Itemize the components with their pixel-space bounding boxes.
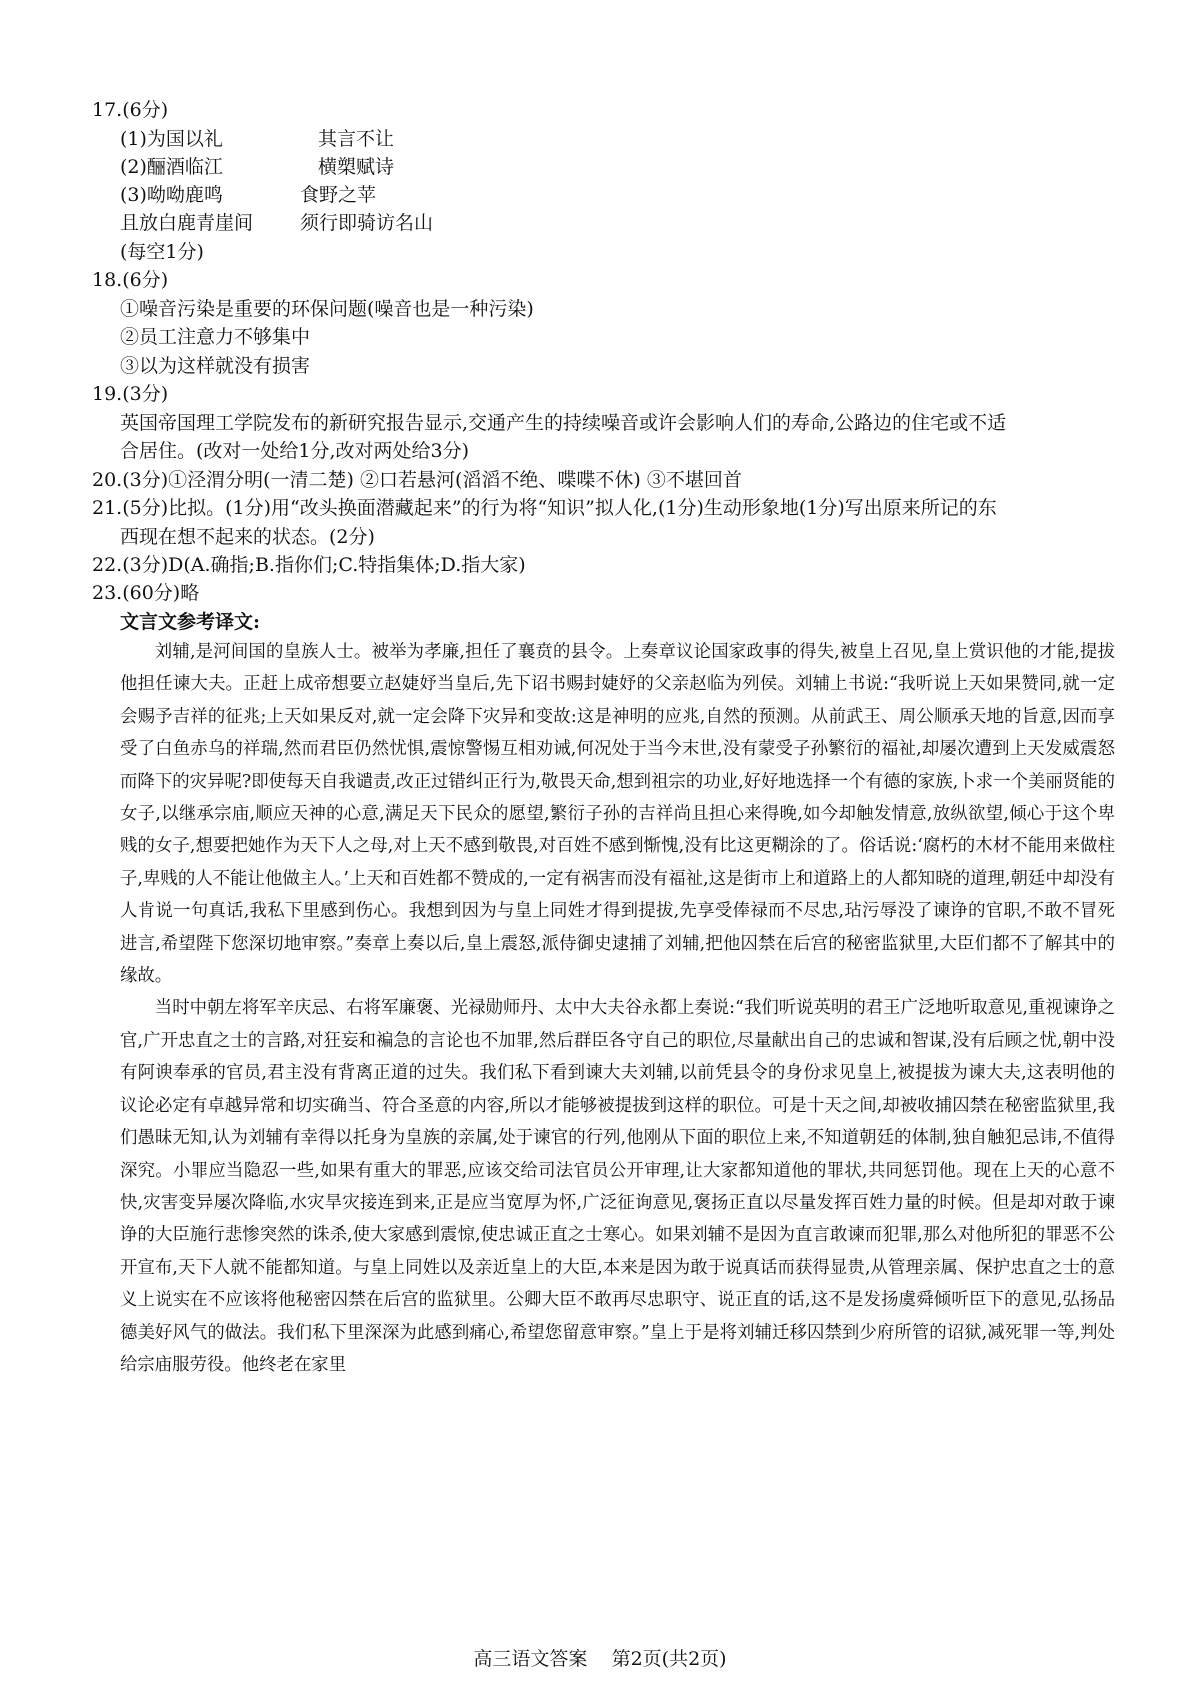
q19-answer-line: 英国帝国理工学院发布的新研究报告显示,交通产生的持续噪音或许会影响人们的寿命,公路边的住宅或不适 <box>120 412 1007 434</box>
q17-answer-a: (3)呦呦鹿鸣 <box>120 184 223 206</box>
q17-heading: 17.(6分) <box>92 99 169 121</box>
q19-answer-line: 合居住。(改对一处给1分,改对两处给3分) <box>120 440 470 462</box>
q23-answer: 23.(60分)略 <box>92 582 200 604</box>
q17-answer-row <box>120 127 395 151</box>
q17-answer-b: 横槊赋诗 <box>318 156 395 178</box>
q18-answer-item: ②员工注意力不够集中 <box>120 326 311 348</box>
q21-answer-line: 21.(5分)比拟。(1分)用“改头换面潜藏起来”的行为将“知识”拟人化,(1分)生动形象地(1分)写出原来所记的东 <box>92 497 997 519</box>
q17-answer-b: 食野之苹 <box>300 184 377 206</box>
page-footer: 高三语文答案 第2页(共2页) <box>473 1648 727 1670</box>
q17-answer-row <box>120 155 395 179</box>
q18-answer-item: ③以为这样就没有损害 <box>120 355 311 377</box>
q18-answer-item: ①噪音污染是重要的环保问题(噪音也是一种污染) <box>120 298 534 320</box>
translation-body <box>120 636 1115 1381</box>
q19-heading: 19.(3分) <box>92 383 169 405</box>
q17-answer-b: 须行即骑访名山 <box>300 212 434 234</box>
translation-paragraph-2: 当时中朝左将军辛庆忌、右将军廉褒、光禄勋师丹、太中大夫谷永都上奏说:“我们听说英明的君王广泛地听取意见,重视谏诤之官,广开忠直之士的言路,对狂妄和褊急的言论也不加罪,然后群臣各守自己的职位,尽量献出自己的忠诚和智谋,没有后顾之忧,朝中没有阿谀奉承的官员,君主没有背离正道的过失。我们私下看到谏大夫刘辅,以前凭县令的身份求见皇上,被提拔为谏大夫,这表明他的议论必定有卓越异常和切实确当、符合圣意的内容,所以才能够被提拔到这样的职位。可是十天之间,却被收捕囚禁在秘密监狱里,我们愚昧无知,认为刘辅有幸得以托身为皇族的亲属,处于谏官的行列,他刚从下面的职位上来,不知道朝廷的体制,独自触犯忌讳,不值得深究。小罪应当隐忍一些,如果有重大的罪恶,应该交给司法官员公开审理,让大家都知道他的罪状,共同惩罚他。现在上天的心意不快,灾害变异屡次降临,水灾旱灾接连到来,正是应当宽厚为怀,广泛征询意见,褒扬正直以尽量发挥百姓力量的时候。但是却对敢于谏诤的大臣施行悲惨突然的诛杀,使大家感到震惊,使忠诚正直之士寒心。如果刘辅不是因为直言敢谏而犯罪,那么对他所犯的罪恶不公开宣布,天下人就不能都知道。与皇上同姓以及亲近皇上的大臣,本来是因为敢于说真话而获得显贵,从管理亲属、保护忠直之士的意义上说实在不应该将他秘密囚禁在后宫的监狱里。公卿大臣不敢再尽忠职守、说正直的话,这不是发扬虞舜倾听臣下的意见,弘扬品德美好风气的做法。我们私下里深深为此感到痛心,希望您留意审察。”皇上于是将刘辅迁移囚禁到少府所管的诏狱,减死罪一等,判处给宗庙服劳役。他终老在家里 <box>120 998 1115 1375</box>
q17-answer-a: 且放白鹿青崖间 <box>120 212 254 234</box>
q17-answer-a: (1)为国以礼 <box>120 128 223 150</box>
q18-heading: 18.(6分) <box>92 269 169 291</box>
q17-answer-a: (2)酾酒临江 <box>120 156 223 178</box>
q22-answer: 22.(3分)D(A.确指;B.指你们;C.特指集体;D.指大家) <box>92 554 526 576</box>
q17-answer-row <box>120 183 377 207</box>
q20-answer: 20.(3分)①泾渭分明(一清二楚) ②口若悬河(滔滔不绝、喋喋不休) ③不堪回首 <box>92 469 742 491</box>
q21-answer-line: 西现在想不起来的状态。(2分) <box>120 526 375 548</box>
translation-paragraph-1: 刘辅,是河间国的皇族人士。被举为孝廉,担任了襄贲的县令。上奏章议论国家政事的得失,被皇上召见,皇上赏识他的才能,提拔他担任谏大夫。正赶上成帝想要立赵婕妤当皇后,先下诏书赐封婕妤的父亲赵临为列侯。刘辅上书说:“我听说上天如果赞同,就一定会赐予吉祥的征兆;上天如果反对,就一定会降下灾异和变故:这是神明的应兆,自然的预测。从前武王、周公顺承天地的旨意,因而享受了白鱼赤乌的祥瑞,然而君臣仍然忧惧,震惊警惕互相劝诫,何况处于当今末世,没有蒙受子孙繁衍的福祉,却屡次遭到上天发威震怒而降下的灾异呢?即使每天自我谴责,改正过错纠正行为,敬畏天命,想到祖宗的功业,好好地选择一个有德的家族,卜求一个美丽贤能的女子,以继承宗庙,顺应天神的心意,满足天下民众的愿望,繁衍子孙的吉祥尚且担心来得晚,如今却触发情意,放纵欲望,倾心于这个卑贱的女子,想要把她作为天下人之母,对上天不感到敬畏,对百姓不感到惭愧,没有比这更糊涂的了。俗话说:‘腐朽的木材不能用来做柱子,卑贱的人不能让他做主人。’上天和百姓都不赞成的,一定有祸害而没有福祉,这是街市上和道路上的人都知晓的道理,朝廷中却没有人肯说一句真话,我私下里感到伤心。我想到因为与皇上同姓才得到提拔,先享受俸禄而不尽忠,玷污辱没了谏诤的官职,不敢不冒死进言,希望陛下您深切地审察。”奏章上奏以后,皇上震怒,派侍御史逮捕了刘辅,把他囚禁在后宫的秘密监狱里,大臣们都不了解其中的缘故。 <box>120 642 1115 987</box>
q17-scoring-note: (每空1分) <box>120 241 204 263</box>
q17-answer-row <box>120 211 434 235</box>
q17-answer-b: 其言不让 <box>318 128 395 150</box>
translation-title: 文言文参考译文: <box>120 611 261 633</box>
